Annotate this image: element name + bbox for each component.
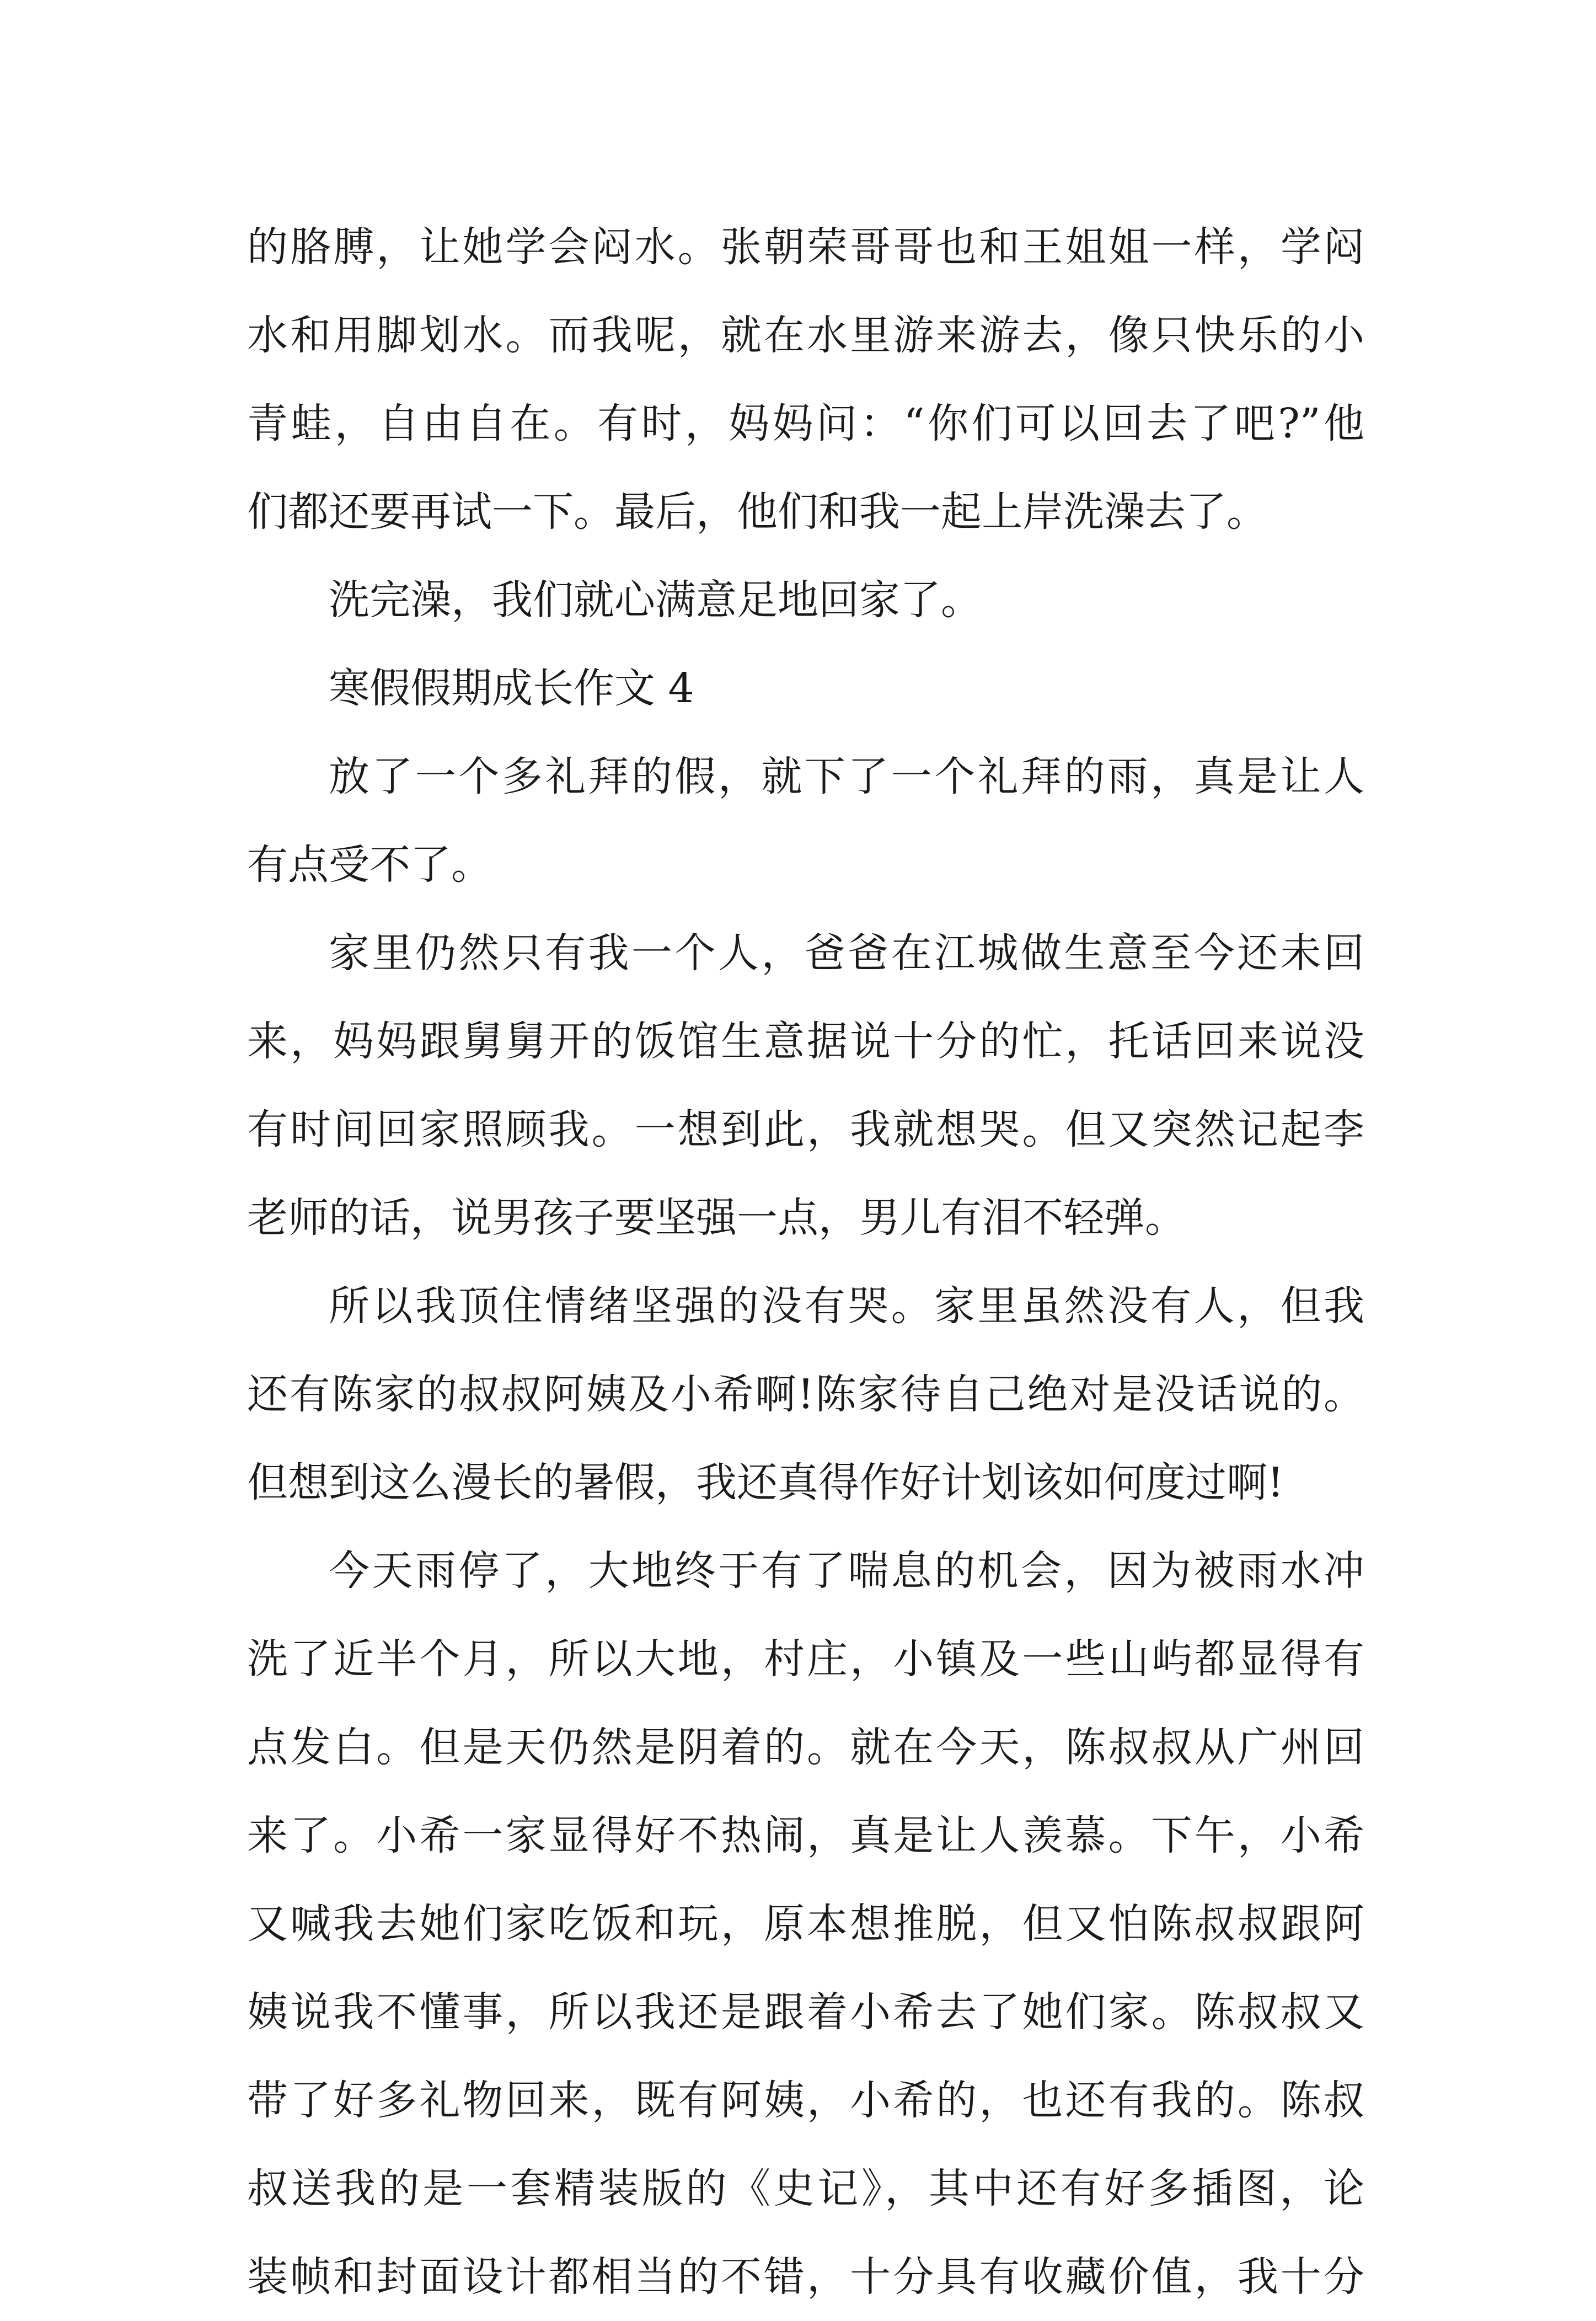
text-line: 又喊我去她们家吃饭和玩，原本想推脱，但又怕陈叔叔跟阿 [247, 1900, 1364, 1948]
text-line: 有点受不了。 [247, 841, 492, 889]
text-line: 但想到这么漫长的暑假，我还真得作好计划该如何度过啊! [247, 1459, 1284, 1506]
text-line: 姨说我不懂事，所以我还是跟着小希去了她们家。陈叔叔又 [247, 1988, 1364, 2036]
text-line: 叔送我的是一套精装版的《史记》，其中还有好多插图，论 [247, 2165, 1364, 2212]
text-line: 所以我顶住情绪坚强的没有哭。家里虽然没有人，但我 [329, 1282, 1364, 1330]
document-body [247, 203, 1364, 2321]
text-line: 青蛙，自由自在。有时，妈妈问：“你们可以回去了吧?”他 [247, 400, 1364, 447]
text-line: 洗了近半个月，所以大地，村庄，小镇及一些山屿都显得有 [247, 1635, 1364, 1683]
text-line: 来了。小希一家显得好不热闹，真是让人羡慕。下午，小希 [247, 1812, 1364, 1859]
text-line: 老师的话，说男孩子要坚强一点，男儿有泪不轻弹。 [247, 1194, 1186, 1242]
text-line: 带了好多礼物回来，既有阿姨，小希的，也还有我的。陈叔 [247, 2077, 1364, 2124]
text-line: 有时间回家照顾我。一想到此，我就想哭。但又突然记起李 [247, 1106, 1364, 1153]
text-line: 还有陈家的叔叔阿姨及小希啊!陈家待自己绝对是没话说的。 [247, 1371, 1364, 1418]
text-line: 们都还要再试一下。最后，他们和我一起上岸洗澡去了。 [247, 488, 1267, 536]
text-line: 今天雨停了，大地终于有了喘息的机会，因为被雨水冲 [329, 1547, 1364, 1595]
text-line: 的胳膊，让她学会闷水。张朝荣哥哥也和王姐姐一样，学闷 [247, 223, 1364, 271]
text-line: 洗完澡，我们就心满意足地回家了。 [329, 576, 982, 624]
section-heading: 寒假假期成长作文 4 [329, 665, 694, 712]
text-line: 点发白。但是天仍然是阴着的。就在今天，陈叔叔从广州回 [247, 1724, 1364, 1771]
text-line: 装帧和封面设计都相当的不错，十分具有收藏价值，我十分 [247, 2253, 1364, 2301]
text-line: 来，妈妈跟舅舅开的饭馆生意据说十分的忙，托话回来说没 [247, 1018, 1364, 1065]
text-line: 家里仍然只有我一个人，爸爸在江城做生意至今还未回 [329, 929, 1364, 977]
text-line: 放了一个多礼拜的假，就下了一个礼拜的雨，真是让人 [329, 753, 1364, 800]
text-line: 水和用脚划水。而我呢，就在水里游来游去，像只快乐的小 [247, 312, 1364, 359]
